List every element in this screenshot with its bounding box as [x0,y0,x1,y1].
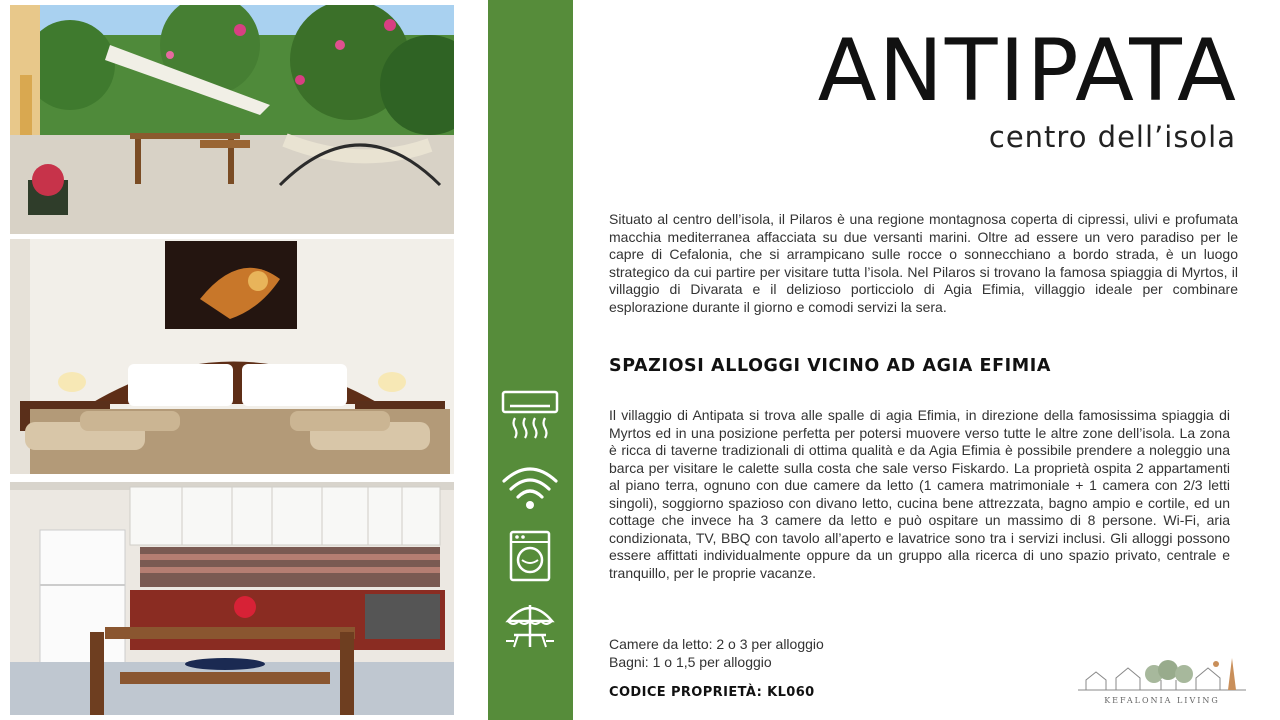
bathrooms-fact: Bagni: 1 o 1,5 per alloggio [609,654,772,670]
photo-bedroom [10,239,454,474]
bedrooms-fact: Camere da letto: 2 o 3 per alloggio [609,636,824,652]
property-facts [609,635,824,671]
logo-text: KEFALONIA LIVING [1104,696,1220,705]
photo-kitchen [10,482,454,715]
section-heading: SPAZIOSI ALLOGGI VICINO AD AGIA EFIMIA [609,356,1052,376]
page-title: ANTIPATA [817,21,1238,121]
washing-machine-icon [500,527,560,587]
logo-graphic [1076,652,1248,696]
photo-terrace [10,5,454,234]
bbq-table-icon [500,597,560,657]
property-code: CODICE PROPRIETÀ: KL060 [609,685,815,700]
wifi-icon [500,457,560,517]
air-conditioning-icon [500,384,560,444]
intro-paragraph: Situato al centro dell’isola, il Pilaros è una regione montagnosa coperta di cipressi, ulivi e profumata macchia mediterranea affacciata su due versanti marini. Oltre ad essere un vero paradiso per le capre di Cefalonia, che si arrampicano sulle rocce o sonnecchiano a bordo strada, è un luogo strategico da cui partire per visitare tutta l’isola. Nel Pilaros si trovano la famosa spiaggia di Myrtos, il villaggio di Divarata e il delizioso porticciolo di Agia Efimia, villaggio ideale per combinare esplorazione durante il giorno e comodi servizi la sera. [609,211,1238,315]
page-subtitle: centro dell’isola [988,120,1236,154]
section-body: Il villaggio di Antipata si trova alle spalle di agia Efimia, in direzione della famosissima spiaggia di Myrtos ed in una posizione perfetta per potersi muovere verso tutte le altre zone dell’isola. La zona è ricca di taverne tradizionali di ottima qualità e da Agia Efimia è possibile prendere a noleggio una barca per visitare le calette sulla costa che sale verso Fiskardo. La proprietà ospita 2 appartamenti al piano terra, ognuno con due camere da letto (1 camera matrimoniale + 1 camera con 2/3 letti singoli), soggiorno spazioso con divano letto, cucina bene attrezzata, bagno ampio e cortile, ed un cottage che invece ha 3 camere da letto e può ospitare un massimo di 8 persone. Wi-Fi, aria condizionata, TV, BBQ con tavolo all’aperto e lavatrice sono tra i servizi inclusi. Gli alloggi possono essere affittati individualmente oppure da un gruppo alla ricerca di uno spazio privato, centrale e tranquillo, per le proprie vacanze. [609,407,1230,581]
kefalonia-living-logo [1076,652,1248,712]
